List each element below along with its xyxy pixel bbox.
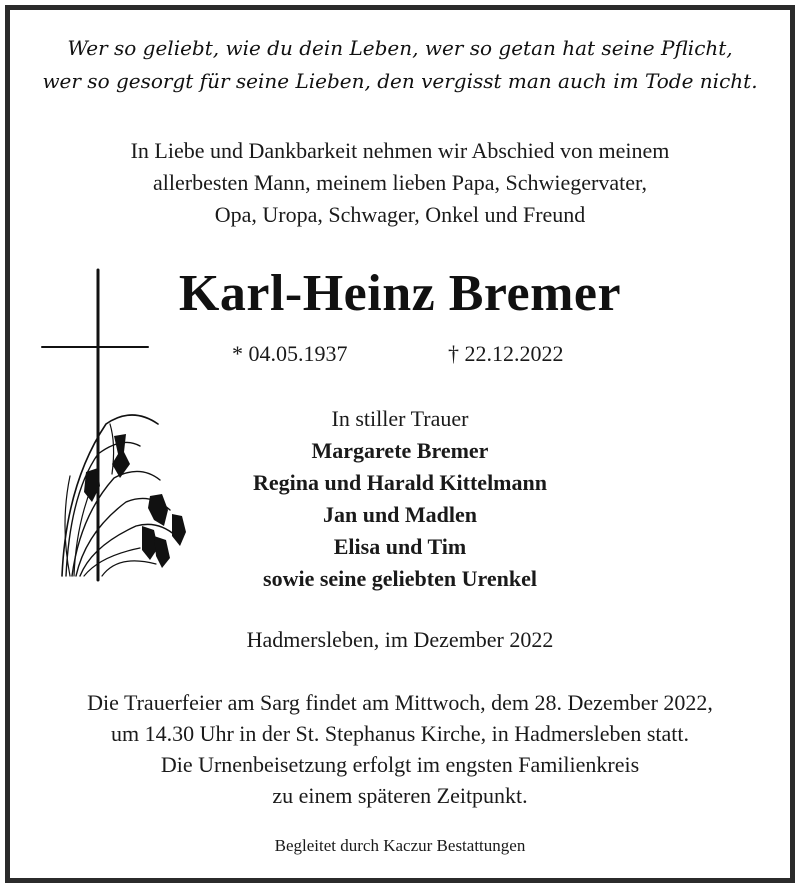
place-and-date: Hadmersleben, im Dezember 2022 bbox=[246, 627, 554, 652]
death-date: † 22.12.2022 bbox=[448, 341, 564, 366]
service-line-2: um 14.30 Uhr in der St. Stephanus Kirche, in Hadmersleben statt. bbox=[110, 721, 689, 746]
service-line-4: zu einem späteren Zeitpunkt. bbox=[272, 783, 528, 808]
motto-line-2: wer so gesorgt für seine Lieben, den vergisst man auch im Tode nicht. bbox=[42, 69, 758, 93]
undertaker-credit: Begleitet durch Kaczur Bestattungen bbox=[274, 836, 526, 855]
mourner-name: Margarete Bremer bbox=[311, 438, 489, 463]
funeral-service-info bbox=[10, 687, 790, 811]
service-line-1: Die Trauerfeier am Sarg findet am Mittwoch, dem 28. Dezember 2022, bbox=[87, 690, 713, 715]
service-line-3: Die Urnenbeisetzung erfolgt im engsten Familienkreis bbox=[160, 752, 640, 777]
obituary-frame bbox=[5, 5, 795, 883]
mourner-name: Jan und Madlen bbox=[322, 502, 478, 527]
deceased-name: Karl-Heinz Bremer bbox=[178, 265, 622, 322]
mourner-name: Regina und Harald Kittelmann bbox=[253, 470, 547, 495]
motto-line-1: Wer so geliebt, wie du dein Leben, wer so getan hat seine Pflicht, bbox=[67, 36, 733, 60]
mourner-name: Elisa und Tim bbox=[333, 534, 467, 559]
intro-text bbox=[10, 135, 790, 231]
mourners-block bbox=[10, 403, 790, 595]
mourner-name: sowie seine geliebten Urenkel bbox=[263, 566, 537, 591]
motto-verse bbox=[10, 32, 790, 98]
intro-line-3: Opa, Uropa, Schwager, Onkel und Freund bbox=[214, 202, 586, 227]
mourners-heading: In stiller Trauer bbox=[331, 406, 469, 431]
birth-date: * 04.05.1937 bbox=[232, 341, 348, 366]
intro-line-2: allerbesten Mann, meinem lieben Papa, Schwiegervater, bbox=[153, 170, 647, 195]
intro-line-1: In Liebe und Dankbarkeit nehmen wir Abschied von meinem bbox=[130, 138, 670, 163]
